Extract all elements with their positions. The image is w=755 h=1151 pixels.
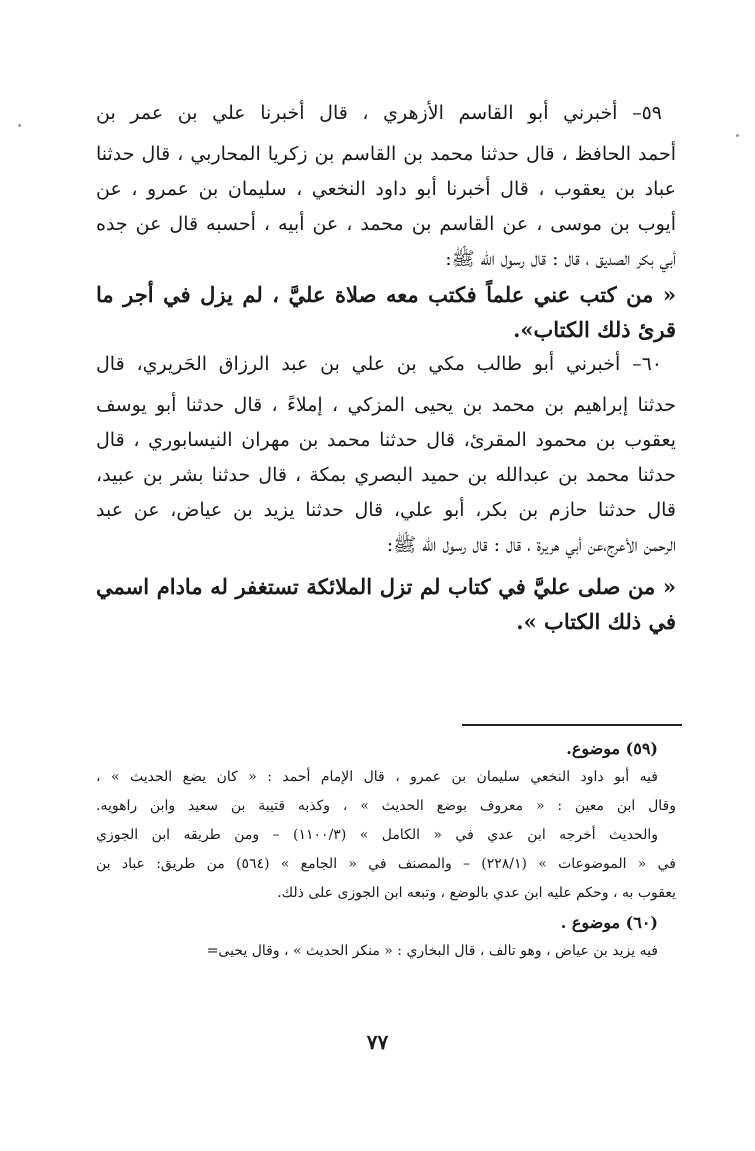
hadith-59-line: أيوب بن موسى ، عن القاسم بن محمد ، عن أبيه ، أحسبه قال عن جده xyxy=(96,213,676,235)
hadith-60-matn: في ذلك الكتاب ». xyxy=(516,609,676,634)
hadith-59-line: عباد بن يعقوب ، قال أخبرنا أبو داود النخعي ، سليمان بن عمرو ، عن xyxy=(96,178,676,200)
footnote-60-line: فيه يزيد بن عياض ، وهو تالف ، قال البخاري : « منكر الحديث » ، وقال يحيى= xyxy=(206,943,658,959)
footnote-59-line: والحديث أخرجه ابن عدي في « الكامل » (١١٠٠/٣) – ومن طريقه ابن الجوزي xyxy=(96,827,658,843)
hadith-59-matn: قرئ ذلك الكتاب». xyxy=(513,317,676,342)
footnote-59-heading: (٥٩) موضوع. xyxy=(566,739,658,758)
margin-mark xyxy=(736,134,739,137)
footnote-divider xyxy=(462,724,682,726)
page-number: ٧٧ xyxy=(366,1030,389,1054)
footnote-59-line: في « الموضوعات » (٢٢٨/١) – والمصنف في « الجامع » (٥٦٤) من طريق: عباد بن xyxy=(96,856,676,872)
hadith-60-matn: « من صلى عليَّ في كتاب لم تزل الملائكة تستغفر له مادام اسمي xyxy=(96,574,676,599)
hadith-60-line: حدثنا إبراهيم بن محمد بن يحيى المزكي ، إملاءً ، قال حدثنا أبو يوسف xyxy=(96,394,676,416)
hadith-59-matn: « من كتب عني علماً فكتب معه صلاة عليَّ ، لم يزل في أجر ما xyxy=(96,282,676,307)
main-text xyxy=(96,96,676,639)
footnote-59-line: وقال ابن معين : « معروف بوضع الحديث » ، وكذبه قتيبة بن سعيد وابن راهويه. xyxy=(96,798,676,814)
footnotes xyxy=(96,734,676,966)
hadith-59-line: أحمد الحافظ ، قال حدثنا محمد بن القاسم بن زكريا المحاربي ، قال حدثنا xyxy=(96,143,676,165)
hadith-59-line: أبي بكر الصديق ، قال : قال رسول الله ﷺ: xyxy=(445,248,676,270)
hadith-60-line: الرحمن الأعرج،عن أبي هريرة ، قال : قال رسول الله ﷺ: xyxy=(386,534,676,556)
margin-mark xyxy=(18,124,21,127)
hadith-60-line: ٦٠– أخبرني أبو طالب مكي بن علي بن عبد الرزاق الحَريري، قال xyxy=(96,353,662,375)
hadith-60-line: قال حدثنا حازم بن بكر، أبو علي، قال حدثنا يزيد بن عياض، عن عبد xyxy=(96,499,676,521)
footnote-59-line: يعقوب به ، وحكم عليه ابن عدي بالوضع ، وتبعه ابن الجوزى على ذلك. xyxy=(277,885,676,901)
footnote-59-line: فيه أبو داود النخعي سليمان بن عمرو ، قال الإمام أحمد : « كان يضع الحديث » ، xyxy=(96,769,658,785)
hadith-60-line: حدثنا محمد بن عبدالله بن حميد البصري بمكة ، قال حدثنا بشر بن عبيد، xyxy=(96,464,676,486)
footnote-60-heading: (٦٠) موضوع . xyxy=(560,913,658,932)
hadith-60-line: يعقوب بن محمود المقرئ، قال حدثنا محمد بن مهران النيسابوري ، قال xyxy=(96,429,676,451)
hadith-59-line: ٥٩– أخبرني أبو القاسم الأزهري ، قال أخبرنا علي بن عمر بن xyxy=(96,102,662,124)
